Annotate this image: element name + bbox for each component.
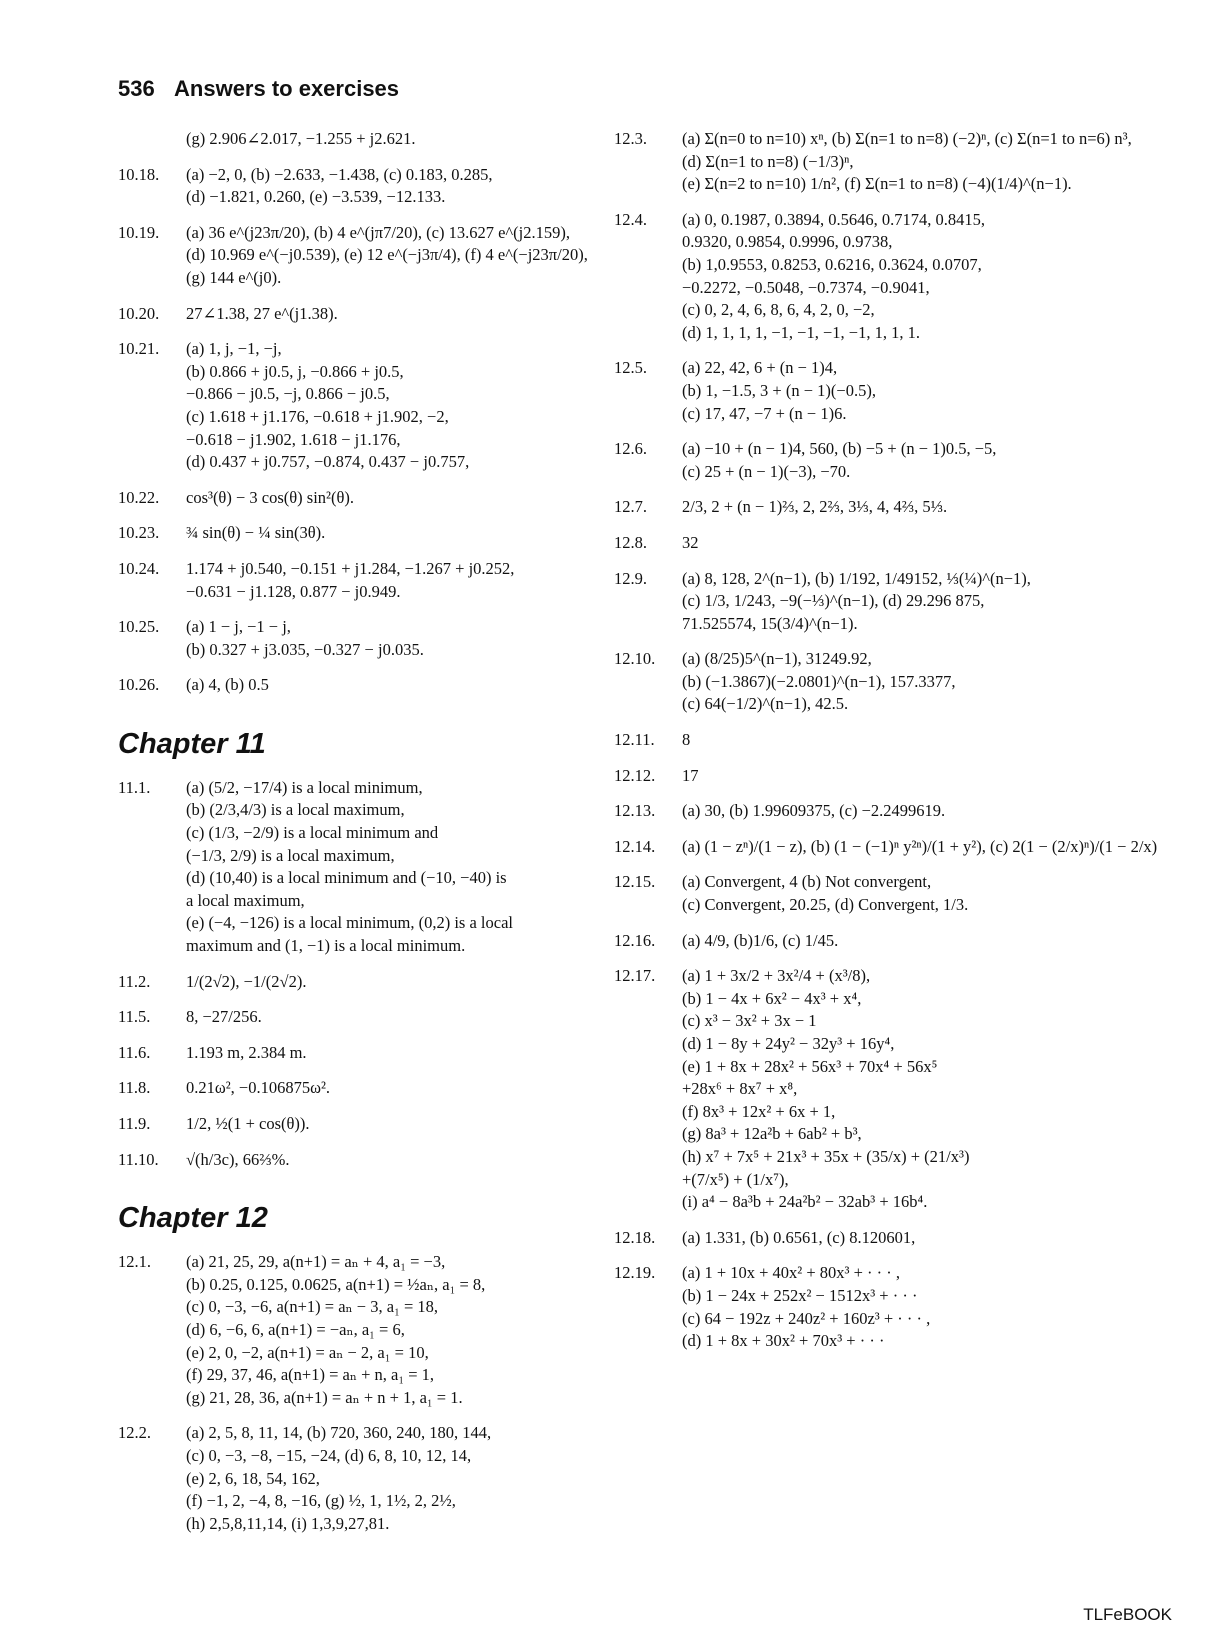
answer-line: (a) 4/9, (b)1/6, (c) 1/45. <box>682 930 839 950</box>
exercise-number: 12.2. <box>118 1423 151 1443</box>
chapter-10-answers <box>118 164 588 697</box>
continuation-line: (g) 2.906∠2.017, −1.255 + j2.621. <box>186 129 416 148</box>
answer-line: 17 <box>682 765 699 785</box>
exercise-number: 10.22. <box>118 487 160 507</box>
answer-entry <box>118 1077 588 1100</box>
answer-line: (c) 17, 47, −7 + (n − 1)6. <box>682 403 847 423</box>
exercise-number: 12.7. <box>614 497 647 517</box>
answer-line: (a) (8/25)5^(n−1), 31249.92, <box>682 649 872 669</box>
answer-entry <box>614 532 1134 555</box>
exercise-number: 11.6. <box>118 1042 151 1062</box>
exercise-number: 10.21. <box>118 339 160 359</box>
answer-line: (b) 1 − 24x + 252x² − 1512x³ + · · · <box>682 1285 918 1305</box>
answer-entry <box>118 1042 588 1065</box>
answer-entry <box>118 338 588 474</box>
exercise-number: 10.26. <box>118 675 160 695</box>
answer-line: (a) 8, 128, 2^(n−1), (b) 1/192, 1/49152, ⅓(¼)^(n−1), <box>682 568 1031 588</box>
answer-line: (a) 36 e^(j23π/20), (b) 4 e^(jπ7/20), (c) 13.627 e^(j2.159), <box>186 222 570 242</box>
answer-entry <box>118 1113 588 1136</box>
answer-entry <box>118 487 588 510</box>
answer-entry <box>614 648 1134 716</box>
answer-line: −0.631 − j1.128, 0.877 − j0.949. <box>186 581 401 601</box>
answer-line: (g) 21, 28, 36, a(n+1) = aₙ + n + 1, a₁ = 1. <box>186 1387 463 1407</box>
answer-entry <box>614 496 1134 519</box>
exercise-number: 10.19. <box>118 222 160 242</box>
answer-line: (c) 1.618 + j1.176, −0.618 + j1.902, −2, <box>186 406 449 426</box>
answer-line: 27∠1.38, 27 e^(j1.38). <box>186 303 338 323</box>
answer-line: −0.866 − j0.5, −j, 0.866 − j0.5, <box>186 384 390 404</box>
exercise-number: 12.19. <box>614 1263 656 1283</box>
answer-line: 32 <box>682 532 699 552</box>
answer-line: (c) Convergent, 20.25, (d) Convergent, 1/3. <box>682 895 969 915</box>
exercise-number: 11.9. <box>118 1114 151 1133</box>
answer-entry <box>614 836 1158 859</box>
answer-line: ¾ sin(θ) − ¼ sin(3θ). <box>186 523 326 543</box>
answer-line: (a) 1 + 3x/2 + 3x²/4 + (x³/8), <box>682 966 871 986</box>
chapter-12-answers <box>118 1251 588 1535</box>
answer-line: (c) 25 + (n − 1)(−3), −70. <box>682 461 851 481</box>
answer-line: (a) 21, 25, 29, a(n+1) = aₙ + 4, a₁ = −3, <box>186 1252 446 1272</box>
answer-line: (d) 10.969 e^(−j0.539), (e) 12 e^(−j3π/4), (f) 4 e^(−j23π/20), <box>186 245 588 265</box>
answer-line: (c) (1/3, −2/9) is a local minimum and <box>186 823 439 843</box>
page-header <box>118 76 399 102</box>
answer-entry <box>614 438 1134 483</box>
exercise-number: 12.3. <box>614 129 647 148</box>
answer-line: (b) 1 − 4x + 6x² − 4x³ + x⁴, <box>682 988 862 1008</box>
answer-line: −0.2272, −0.5048, −0.7374, −0.9041, <box>682 277 930 297</box>
answer-line: (d) 1, 1, 1, 1, −1, −1, −1, −1, 1, 1, 1. <box>682 322 920 342</box>
answer-line: 8, −27/256. <box>186 1007 262 1027</box>
exercise-number: 12.11. <box>614 730 655 750</box>
answer-line: √(h/3c), 66⅔%. <box>186 1149 290 1169</box>
exercise-number: 12.4. <box>614 209 647 229</box>
answer-line: (f) −1, 2, −4, 8, −16, (g) ½, 1, 1½, 2, 2½, <box>186 1491 456 1511</box>
answer-line: +28x⁶ + 8x⁷ + x⁸, <box>682 1079 798 1099</box>
answer-line: (a) −10 + (n − 1)4, 560, (b) −5 + (n − 1)0.5, −5, <box>682 439 997 459</box>
answer-line: (d) 1 + 8x + 30x² + 70x³ + · · · <box>682 1331 885 1351</box>
answer-line: (b) 1, −1.5, 3 + (n − 1)(−0.5), <box>682 380 876 400</box>
answer-line: maximum and (1, −1) is a local minimum. <box>186 936 466 956</box>
answer-line: (b) 0.866 + j0.5, j, −0.866 + j0.5, <box>186 361 404 381</box>
answer-entry <box>118 522 588 545</box>
exercise-number: 11.5. <box>118 1007 151 1027</box>
answer-entry <box>118 1149 588 1172</box>
answer-entry <box>614 568 1134 636</box>
answer-line: (f) 29, 37, 46, a(n+1) = aₙ + n, a₁ = 1, <box>186 1365 435 1385</box>
answer-line: (c) x³ − 3x² + 3x − 1 <box>682 1011 817 1031</box>
answer-line: (b) 1,0.9553, 0.8253, 0.6216, 0.3624, 0.0707, <box>682 254 982 274</box>
answer-line: (d) (10,40) is a local minimum and (−10, −40) is <box>186 868 507 888</box>
answer-line: (e) 1 + 8x + 28x² + 56x³ + 70x⁴ + 56x⁵ <box>682 1056 938 1076</box>
answer-line: (d) Σ(n=1 to n=8) (−1/3)ⁿ, <box>682 151 854 171</box>
answer-line: (e) 2, 0, −2, a(n+1) = aₙ − 2, a₁ = 10, <box>186 1342 429 1362</box>
exercise-number: 12.6. <box>614 439 647 459</box>
left-column <box>118 128 588 1548</box>
answer-entry <box>614 765 1134 788</box>
answer-line: (h) 2,5,8,11,14, (i) 1,3,9,27,81. <box>186 1513 390 1533</box>
answer-line: (a) 4, (b) 0.5 <box>186 675 269 695</box>
exercise-number: 12.1. <box>118 1252 151 1272</box>
answer-line: 1/(2√2), −1/(2√2). <box>186 971 307 991</box>
exercise-number: 10.18. <box>118 164 160 184</box>
answer-line: 2/3, 2 + (n − 1)⅔, 2, 2⅔, 3⅓, 4, 4⅔, 5⅓. <box>682 497 948 517</box>
chapter-12-heading: Chapter 12 <box>118 1202 268 1235</box>
exercise-number: 11.1. <box>118 777 151 797</box>
answer-line: (a) 22, 42, 6 + (n − 1)4, <box>682 358 838 378</box>
answer-line: (c) 0, −3, −6, a(n+1) = aₙ − 3, a₁ = 18, <box>186 1297 438 1317</box>
exercise-number: 10.25. <box>118 617 160 637</box>
answer-line: (a) Σ(n=0 to n=10) xⁿ, (b) Σ(n=1 to n=8) (−2)ⁿ, (c) Σ(n=1 to n=6) n³, <box>682 129 1132 148</box>
answer-line: (a) 0, 0.1987, 0.3894, 0.5646, 0.7174, 0.8415, <box>682 209 985 229</box>
exercise-number: 12.17. <box>614 966 656 986</box>
answer-line: 8 <box>682 730 691 750</box>
answer-line: (a) 1 − j, −1 − j, <box>186 617 291 637</box>
answer-entry <box>118 222 588 290</box>
exercise-number: 10.24. <box>118 558 160 578</box>
exercise-number: 11.8. <box>118 1078 151 1098</box>
answer-line: (c) 64(−1/2)^(n−1), 42.5. <box>682 694 849 714</box>
answer-line: (−1/3, 2/9) is a local maximum, <box>186 845 395 865</box>
answer-line: (f) 8x³ + 12x² + 6x + 1, <box>682 1101 836 1121</box>
answer-entry <box>118 674 588 697</box>
exercise-number: 12.10. <box>614 649 656 669</box>
answer-entry <box>614 1227 1134 1250</box>
right-column <box>614 128 1158 1366</box>
answer-line: (a) (1 − zⁿ)/(1 − z), (b) (1 − (−1)ⁿ y²ⁿ)/(1 + y²), (c) 2(1 − (2/x)ⁿ)/(1 − 2/x) <box>682 836 1158 856</box>
answer-line: (d) −1.821, 0.260, (e) −3.539, −12.133. <box>186 187 446 207</box>
answer-entry <box>614 965 1134 1214</box>
exercise-number: 12.12. <box>614 765 656 785</box>
answer-line: +(7/x⁵) + (1/x⁷), <box>682 1169 789 1189</box>
answer-line: (d) 1 − 8y + 24y² − 32y³ + 16y⁴, <box>682 1034 895 1053</box>
answer-line: (c) 0, −3, −8, −15, −24, (d) 6, 8, 10, 12, 14, <box>186 1445 472 1465</box>
answer-entry <box>118 616 588 661</box>
answer-line: (e) Σ(n=2 to n=10) 1/n², (f) Σ(n=1 to n=8) (−4)(1/4)^(n−1). <box>682 174 1072 194</box>
answer-line: (b) 0.327 + j3.035, −0.327 − j0.035. <box>186 639 424 659</box>
exercise-number: 12.13. <box>614 801 656 821</box>
chapter-11-answers <box>118 777 588 1171</box>
answer-line: 1.193 m, 2.384 m. <box>186 1042 307 1062</box>
answer-line: cos³(θ) − 3 cos(θ) sin²(θ). <box>186 487 354 507</box>
exercise-number: 12.16. <box>614 930 656 950</box>
answer-line: (b) (2/3,4/3) is a local maximum, <box>186 800 405 820</box>
answer-entry <box>118 1006 588 1029</box>
answer-line: a local maximum, <box>186 890 305 910</box>
answer-line: (a) 2, 5, 8, 11, 14, (b) 720, 360, 240, 180, 144, <box>186 1423 492 1443</box>
answer-line: (e) (−4, −126) is a local minimum, (0,2) is a local <box>186 913 513 933</box>
answer-entry <box>614 209 1134 345</box>
exercise-number: 12.9. <box>614 568 647 588</box>
answer-line: (a) (5/2, −17/4) is a local minimum, <box>186 777 423 797</box>
exercise-number: 12.5. <box>614 358 647 378</box>
answer-line: (c) 64 − 192z + 240z² + 160z³ + · · · , <box>682 1308 931 1328</box>
answer-line: 71.525574, 15(3/4)^(n−1). <box>682 613 858 633</box>
page-number: 536 <box>118 76 155 101</box>
answer-line: (a) 30, (b) 1.99609375, (c) −2.2499619. <box>682 801 946 821</box>
answer-line: (b) (−1.3867)(−2.0801)^(n−1), 157.3377, <box>682 671 956 691</box>
answer-line: (e) 2, 6, 18, 54, 162, <box>186 1468 320 1488</box>
exercise-number: 12.15. <box>614 872 656 892</box>
exercise-number: 10.23. <box>118 523 160 543</box>
exercise-number: 11.2. <box>118 971 151 991</box>
answer-entry <box>118 164 588 209</box>
answer-line: (h) x⁷ + 7x⁵ + 21x³ + 35x + (35/x) + (21/x³) <box>682 1146 970 1166</box>
answer-line: 1.174 + j0.540, −0.151 + j1.284, −1.267 + j0.252, <box>186 558 515 578</box>
exercise-number: 10.20. <box>118 303 160 323</box>
answer-entry <box>614 128 1134 196</box>
answer-line: (a) Convergent, 4 (b) Not convergent, <box>682 872 932 892</box>
answer-entry <box>118 971 588 994</box>
answer-line: (i) a⁴ − 8a³b + 24a²b² − 32ab³ + 16b⁴. <box>682 1192 928 1212</box>
answer-line: (a) 1.331, (b) 0.6561, (c) 8.120601, <box>682 1227 916 1247</box>
answer-line: 1/2, ½(1 + cos(θ)). <box>186 1114 310 1133</box>
page-title: Answers to exercises <box>174 76 400 101</box>
answer-entry <box>614 800 1134 823</box>
footer-watermark: TLFeBOOK <box>1083 1605 1172 1624</box>
exercise-number: 12.8. <box>614 532 647 552</box>
exercise-number: 11.10. <box>118 1149 159 1169</box>
answer-line: (g) 144 e^(j0). <box>186 267 282 287</box>
answer-line: 0.9320, 0.9854, 0.9996, 0.9738, <box>682 232 893 252</box>
answer-line: (b) 0.25, 0.125, 0.0625, a(n+1) = ½aₙ, a₁ = 8, <box>186 1274 486 1294</box>
answer-line: (c) 1/3, 1/243, −9(−⅓)^(n−1), (d) 29.296 875, <box>682 591 985 611</box>
answer-entry <box>614 729 1134 752</box>
answer-line: (d) 6, −6, 6, a(n+1) = −aₙ, a₁ = 6, <box>186 1319 405 1339</box>
exercise-number: 12.14. <box>614 836 656 856</box>
answer-line: 0.21ω², −0.106875ω². <box>186 1078 331 1098</box>
answer-entry <box>614 871 1134 916</box>
answer-entry <box>118 303 588 326</box>
answer-entry <box>614 1262 1134 1352</box>
answer-entry <box>118 1422 588 1535</box>
answer-entry <box>118 1251 588 1409</box>
exercise-number: 12.18. <box>614 1227 656 1247</box>
answer-entry <box>614 930 1134 953</box>
answer-line: (d) 0.437 + j0.757, −0.874, 0.437 − j0.757, <box>186 452 470 472</box>
answer-line: (a) −2, 0, (b) −2.633, −1.438, (c) 0.183, 0.285, <box>186 164 493 184</box>
answer-line: (c) 0, 2, 4, 6, 8, 6, 4, 2, 0, −2, <box>682 300 875 320</box>
answer-line: −0.618 − j1.902, 1.618 − j1.176, <box>186 429 401 449</box>
chapter-11-heading: Chapter 11 <box>118 727 266 760</box>
answer-entry <box>118 777 588 958</box>
answer-line: (a) 1 + 10x + 40x² + 80x³ + · · · , <box>682 1263 901 1283</box>
answer-line: (a) 1, j, −1, −j, <box>186 339 282 359</box>
answer-entry <box>118 558 588 603</box>
answer-line: (g) 8a³ + 12a²b + 6ab² + b³, <box>682 1124 862 1144</box>
answer-entry <box>614 357 1134 425</box>
